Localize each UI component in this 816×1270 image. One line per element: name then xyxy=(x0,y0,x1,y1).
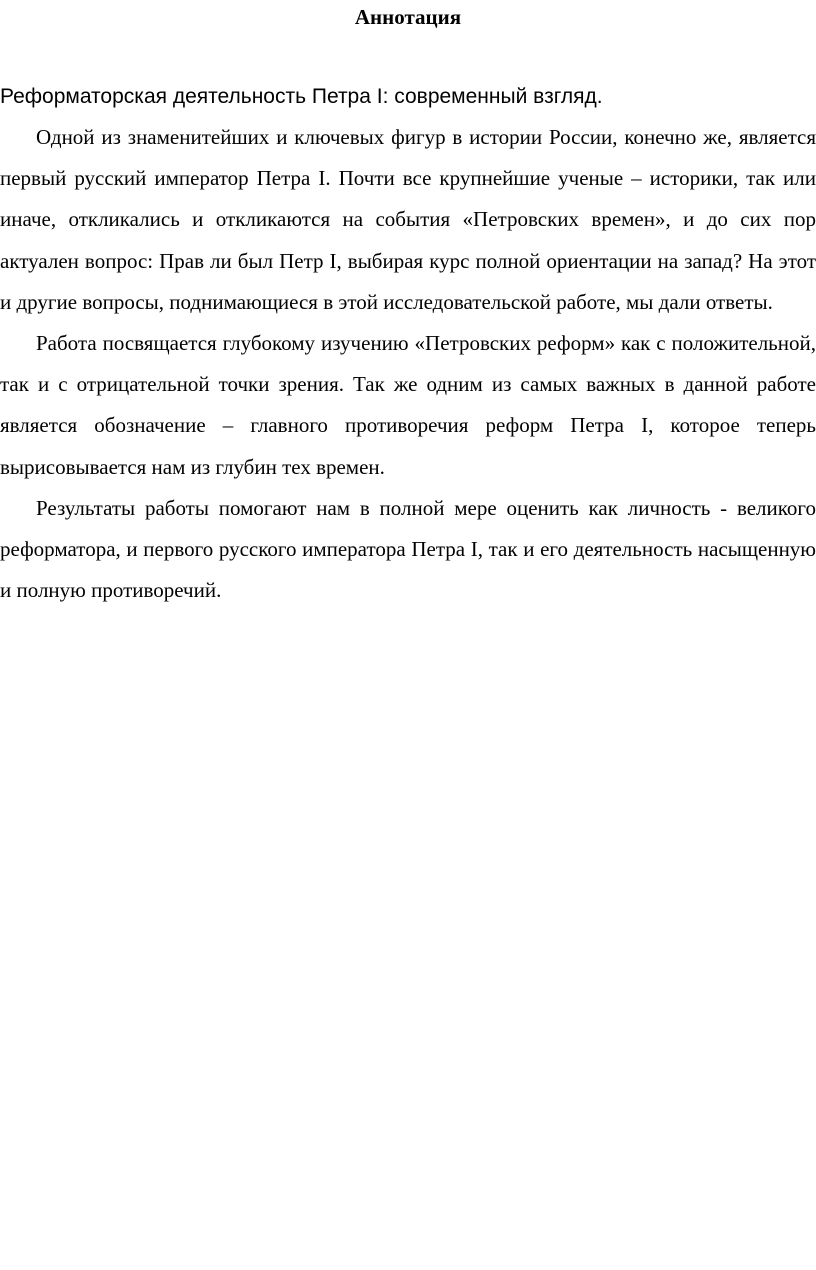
paragraph-2: Работа посвящается глубокому изучению «Петровских реформ» как с положительной, так и с отрицательной точки зрения. Так же одним из самых важных в данной работе является обозначение – главного противоречия реформ Петра I, которое теперь вырисовывается нам из глубин тех времен. xyxy=(0,331,816,479)
document-body xyxy=(0,117,816,611)
document-heading: Аннотация xyxy=(354,5,462,29)
paragraph-1: Одной из знаменитейших и ключевых фигур в истории России, конечно же, является первый русский император Петра I. Почти все крупнейшие ученые – историки, так или иначе, откликались и откликаются на события «Петровских времен», и до сих пор актуален вопрос: Прав ли был Петр I, выбирая курс полной ориентации на запад? На этот и другие вопросы, поднимающиеся в этой исследовательской работе, мы дали ответы. xyxy=(0,125,816,314)
paragraph-3: Результаты работы помогают нам в полной мере оценить как личность - великого реформатора, и первого русского императора Петра I, так и его деятельность насыщенную и полную противоречий. xyxy=(0,495,816,603)
document-subtitle: Реформаторская деятельность Петра I: современный взгляд. xyxy=(0,85,603,108)
